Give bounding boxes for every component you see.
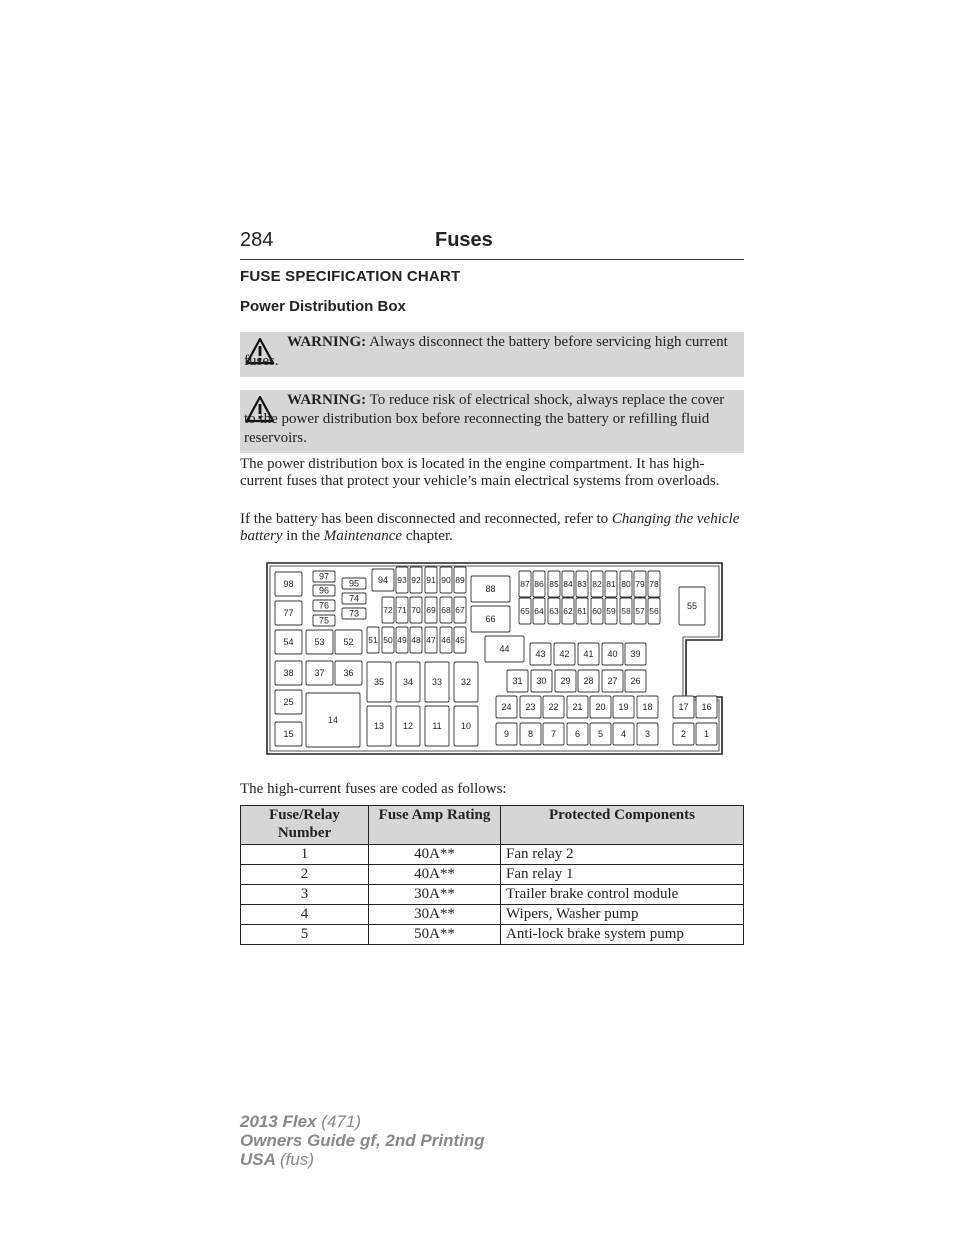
- fuse-31: [507, 670, 528, 692]
- fuse-label: 81: [606, 579, 616, 589]
- fuse-label: 72: [383, 605, 393, 615]
- fuse-label: 84: [563, 579, 573, 589]
- fuse-number-cell: 4: [241, 905, 369, 925]
- fuse-label: 58: [621, 606, 631, 616]
- fuse-81: [605, 571, 617, 597]
- fuse-label: 97: [318, 571, 330, 582]
- footer-guide: Owners Guide gf, 2nd Printing: [240, 1131, 485, 1150]
- column-header: Fuse/Relay Number: [241, 806, 369, 845]
- maintenance-chapter-reference: Maintenance: [323, 528, 403, 544]
- fuse-label: 62: [563, 606, 573, 616]
- fuse-42: [554, 643, 575, 665]
- fuse-label: 70: [411, 605, 421, 615]
- paragraph-text: If the battery has been disconnected and reconnected, refer to: [240, 511, 609, 527]
- fuse-label: 78: [649, 579, 659, 589]
- fuse-label: 61: [577, 606, 587, 616]
- fuse-60: [591, 598, 603, 624]
- warning-label: WARNING:: [287, 334, 367, 350]
- fuse-label: 90: [441, 575, 451, 585]
- battery-topic-reference: Changing the vehicle battery: [240, 511, 740, 544]
- fuse-2: [673, 723, 694, 745]
- fuse-7: [543, 723, 564, 745]
- fuse-label: 56: [649, 606, 659, 616]
- fuse-label: 69: [426, 605, 436, 615]
- fuse-label: 44: [499, 644, 510, 654]
- fuse-label: 63: [549, 606, 559, 616]
- table-row: [241, 885, 744, 905]
- footer-market: USA: [240, 1150, 276, 1169]
- fuse-55: [679, 587, 705, 625]
- fuse-70: [410, 597, 422, 623]
- fuse-label: 93: [397, 575, 407, 585]
- fuse-label: 26: [630, 676, 641, 686]
- fuse-label: 3: [644, 729, 651, 739]
- fuse-label: 15: [283, 729, 294, 739]
- fuse-label: 7: [550, 729, 557, 739]
- fuse-47: [425, 627, 437, 653]
- amp-rating-cell: 30A**: [369, 905, 501, 925]
- sub-heading: Power Distribution Box: [240, 298, 406, 315]
- header-rule: [240, 259, 744, 260]
- fuse-40: [602, 643, 623, 665]
- fuse-11: [425, 706, 449, 746]
- fuse-label: 4: [620, 729, 627, 739]
- fuse-35: [367, 662, 391, 702]
- warning-body: To reduce risk of electrical shock, always replace the cover to the power distribution box before reconnecting the battery or refilling fluid reservoirs.: [244, 392, 725, 446]
- fuse-17: [673, 696, 694, 718]
- fuse-61: [576, 598, 588, 624]
- fuse-8: [520, 723, 541, 745]
- paragraph-text: in the: [286, 528, 320, 544]
- fuse-78: [648, 571, 660, 597]
- fuse-10: [454, 706, 478, 746]
- fuse-68: [440, 597, 452, 623]
- fuse-label: 24: [501, 702, 512, 712]
- fuse-label: 95: [348, 578, 360, 589]
- fuse-label: 74: [348, 593, 360, 604]
- fuse-64: [533, 598, 545, 624]
- warning-box-2: [240, 390, 744, 453]
- section-heading: FUSE SPECIFICATION CHART: [240, 268, 461, 285]
- fuse-50: [382, 627, 394, 653]
- column-header: Protected Components: [501, 806, 744, 845]
- fuse-label: 53: [314, 637, 325, 647]
- fuse-label: 98: [283, 579, 294, 589]
- fuse-22: [543, 696, 564, 718]
- fuse-number-cell: 2: [241, 865, 369, 885]
- fuse-number-cell: 1: [241, 845, 369, 865]
- fuse-label: 55: [686, 601, 698, 611]
- fuse-label: 33: [431, 677, 443, 687]
- fuse-label: 89: [455, 575, 465, 585]
- fuse-76: [313, 600, 335, 611]
- fuse-label: 47: [426, 635, 436, 645]
- fuse-label: 42: [559, 649, 570, 659]
- fuse-1: [696, 723, 717, 745]
- fuse-label: 1: [703, 729, 710, 739]
- fuse-9: [496, 723, 517, 745]
- fuse-48: [410, 627, 422, 653]
- paragraph-location: The power distribution box is located in the engine compartment. It has high-current fuses that protect your vehicle’s main electrical systems from overloads.: [240, 456, 720, 489]
- fuse-label: 50: [383, 635, 393, 645]
- fuse-label: 2: [680, 729, 687, 739]
- fuse-83: [576, 571, 588, 597]
- fuse-52: [335, 630, 362, 654]
- fuse-label: 75: [318, 615, 330, 626]
- fuse-30: [531, 670, 552, 692]
- fuse-33: [425, 662, 449, 702]
- fuse-label: 57: [635, 606, 645, 616]
- fuse-label: 12: [402, 721, 414, 731]
- fuse-3: [637, 723, 658, 745]
- fuse-label: 79: [635, 579, 645, 589]
- fuse-71: [396, 597, 408, 623]
- fuse-label: 11: [432, 721, 442, 731]
- fuse-label: 49: [397, 635, 407, 645]
- fuse-32: [454, 662, 478, 702]
- fuse-label: 40: [607, 649, 618, 659]
- fuse-label: 73: [348, 608, 360, 619]
- amp-rating-cell: 30A**: [369, 885, 501, 905]
- fuse-5: [590, 723, 611, 745]
- fuse-27: [602, 670, 623, 692]
- fuse-label: 54: [283, 637, 294, 647]
- fuse-label: 92: [411, 575, 421, 585]
- fuse-label: 36: [343, 668, 354, 678]
- fuse-29: [555, 670, 576, 692]
- table-header-row: [241, 806, 744, 845]
- fuse-label: 71: [397, 605, 407, 615]
- fuse-label: 5: [597, 729, 604, 739]
- fuse-53: [306, 630, 333, 654]
- fuse-97: [313, 571, 335, 582]
- fuse-41: [578, 643, 599, 665]
- amp-rating-cell: 50A**: [369, 925, 501, 945]
- fuse-58: [620, 598, 632, 624]
- chapter-title: Fuses: [435, 229, 493, 251]
- fuse-label: 9: [503, 729, 510, 739]
- fuse-label: 41: [583, 649, 594, 659]
- fuse-label: 27: [607, 676, 618, 686]
- fuse-label: 96: [318, 585, 330, 596]
- table-row: [241, 865, 744, 885]
- fuse-label: 80: [621, 579, 631, 589]
- fuse-16: [696, 696, 717, 718]
- fuse-label: 65: [520, 606, 530, 616]
- fuse-label: 13: [373, 721, 385, 731]
- fuse-label: 64: [534, 606, 544, 616]
- table-intro: The high-current fuses are coded as follows:: [240, 781, 507, 797]
- fuse-24: [496, 696, 517, 718]
- components-cell: Fan relay 1: [501, 865, 744, 885]
- fuse-label: 10: [460, 721, 472, 731]
- fuse-56: [648, 598, 660, 624]
- fuse-72: [382, 597, 394, 623]
- fuse-label: 19: [618, 702, 629, 712]
- footer-model-line: [240, 1112, 361, 1131]
- fuse-26: [625, 670, 646, 692]
- fuse-38: [275, 661, 302, 685]
- fuse-73: [342, 608, 366, 619]
- fuse-label: 14: [327, 715, 339, 725]
- fuse-62: [562, 598, 574, 624]
- fuse-59: [605, 598, 617, 624]
- fuse-table: [240, 805, 744, 945]
- warning-body: Always disconnect the battery before servicing high current fuses.: [244, 334, 728, 369]
- fuse-label: 34: [402, 677, 414, 687]
- fuse-54: [275, 630, 302, 654]
- fuse-label: 66: [485, 614, 496, 624]
- fuse-28: [578, 670, 599, 692]
- fuse-66: [471, 606, 510, 632]
- paragraph-text: chapter.: [405, 528, 453, 544]
- fuse-69: [425, 597, 437, 623]
- footer-market-code: (fus): [280, 1150, 314, 1169]
- warning-text-2: [244, 391, 738, 448]
- fuse-number-cell: 5: [241, 925, 369, 945]
- table-row: [241, 925, 744, 945]
- footer-model-code: (471): [321, 1112, 361, 1131]
- fuse-18: [637, 696, 658, 718]
- components-cell: Anti-lock brake system pump: [501, 925, 744, 945]
- fuse-label: 77: [283, 608, 294, 618]
- fuse-label: 16: [701, 702, 712, 712]
- fuse-86: [533, 571, 545, 597]
- fuse-label: 37: [314, 668, 325, 678]
- fuse-63: [548, 598, 560, 624]
- components-cell: Fan relay 2: [501, 845, 744, 865]
- amp-rating-cell: 40A**: [369, 845, 501, 865]
- footer-market-line: [240, 1150, 314, 1169]
- fuse-45: [454, 627, 466, 653]
- fuse-13: [367, 706, 391, 746]
- fuse-87: [519, 571, 531, 597]
- warning-text-1: [244, 333, 738, 371]
- fuse-label: 48: [411, 635, 421, 645]
- fuse-80: [620, 571, 632, 597]
- table-row: [241, 845, 744, 865]
- fuse-label: 8: [527, 729, 534, 739]
- fuse-79: [634, 571, 646, 597]
- fuse-94: [372, 569, 394, 591]
- fuse-43: [530, 643, 551, 665]
- fuse-label: 35: [373, 677, 385, 687]
- fuse-label: 86: [534, 579, 544, 589]
- fuse-49: [396, 627, 408, 653]
- fuse-36: [335, 661, 362, 685]
- fuse-label: 38: [283, 668, 294, 678]
- fuse-6: [567, 723, 588, 745]
- fuse-4: [613, 723, 634, 745]
- fuse-25: [275, 690, 302, 714]
- fuse-label: 20: [595, 702, 606, 712]
- fuse-74: [342, 593, 366, 604]
- fuse-84: [562, 571, 574, 597]
- fuse-82: [591, 571, 603, 597]
- fuse-44: [485, 636, 524, 662]
- page-number: 284: [240, 229, 274, 251]
- fuse-label: 46: [441, 635, 451, 645]
- column-header: Fuse Amp Rating: [369, 806, 501, 845]
- fuse-21: [567, 696, 588, 718]
- fuse-96: [313, 585, 335, 596]
- paragraph-battery-reference: [240, 511, 744, 545]
- fuse-label: 85: [549, 579, 559, 589]
- fuse-label: 87: [520, 579, 530, 589]
- fuse-label: 59: [606, 606, 616, 616]
- fuse-93: [396, 567, 408, 593]
- fuse-34: [396, 662, 420, 702]
- table-row: [241, 905, 744, 925]
- fuse-label: 67: [455, 605, 465, 615]
- fuse-75: [313, 615, 335, 626]
- fuse-number-cell: 3: [241, 885, 369, 905]
- fuse-39: [625, 643, 646, 665]
- fuse-label: 22: [548, 702, 559, 712]
- fuse-95: [342, 578, 366, 589]
- fuse-65: [519, 598, 531, 624]
- fuse-label: 68: [441, 605, 451, 615]
- fuse-90: [440, 567, 452, 593]
- fuse-88: [471, 576, 510, 602]
- fuse-label: 21: [572, 702, 583, 712]
- fuse-label: 88: [485, 584, 496, 594]
- fuse-23: [520, 696, 541, 718]
- fuse-label: 30: [536, 676, 547, 686]
- fuse-46: [440, 627, 452, 653]
- warning-box-1: [240, 332, 744, 377]
- fuse-89: [454, 567, 466, 593]
- fuse-51: [367, 627, 379, 653]
- fuse-label: 28: [583, 676, 594, 686]
- fuse-20: [590, 696, 611, 718]
- fuse-label: 51: [368, 635, 378, 645]
- fuse-67: [454, 597, 466, 623]
- fuse-label: 23: [525, 702, 536, 712]
- fuse-label: 17: [678, 702, 689, 712]
- fuse-57: [634, 598, 646, 624]
- fuse-98: [275, 572, 302, 596]
- fuse-label: 45: [455, 635, 465, 645]
- fuse-77: [275, 601, 302, 625]
- fuse-label: 31: [512, 676, 523, 686]
- fuse-label: 60: [592, 606, 602, 616]
- amp-rating-cell: 40A**: [369, 865, 501, 885]
- footer-model: 2013 Flex: [240, 1112, 317, 1131]
- fuse-box-diagram: [266, 562, 724, 755]
- warning-label: WARNING:: [287, 392, 367, 408]
- components-cell: Trailer brake control module: [501, 885, 744, 905]
- fuse-15: [275, 722, 302, 746]
- fuse-label: 25: [283, 697, 294, 707]
- fuse-label: 18: [642, 702, 653, 712]
- fuse-label: 43: [535, 649, 546, 659]
- fuse-label: 82: [592, 579, 602, 589]
- components-cell: Wipers, Washer pump: [501, 905, 744, 925]
- fuse-85: [548, 571, 560, 597]
- fuse-14: [306, 693, 360, 747]
- fuse-label: 32: [460, 677, 472, 687]
- fuse-37: [306, 661, 333, 685]
- fuse-label: 94: [377, 575, 389, 585]
- fuse-92: [410, 567, 422, 593]
- fuse-label: 52: [343, 637, 354, 647]
- fuse-label: 39: [630, 649, 641, 659]
- fuse-19: [613, 696, 634, 718]
- fuse-91: [425, 567, 437, 593]
- fuse-label: 76: [318, 600, 330, 611]
- fuse-label: 29: [560, 676, 571, 686]
- fuse-label: 6: [574, 729, 581, 739]
- fuse-label: 83: [577, 579, 587, 589]
- fuse-label: 91: [426, 575, 436, 585]
- fuse-12: [396, 706, 420, 746]
